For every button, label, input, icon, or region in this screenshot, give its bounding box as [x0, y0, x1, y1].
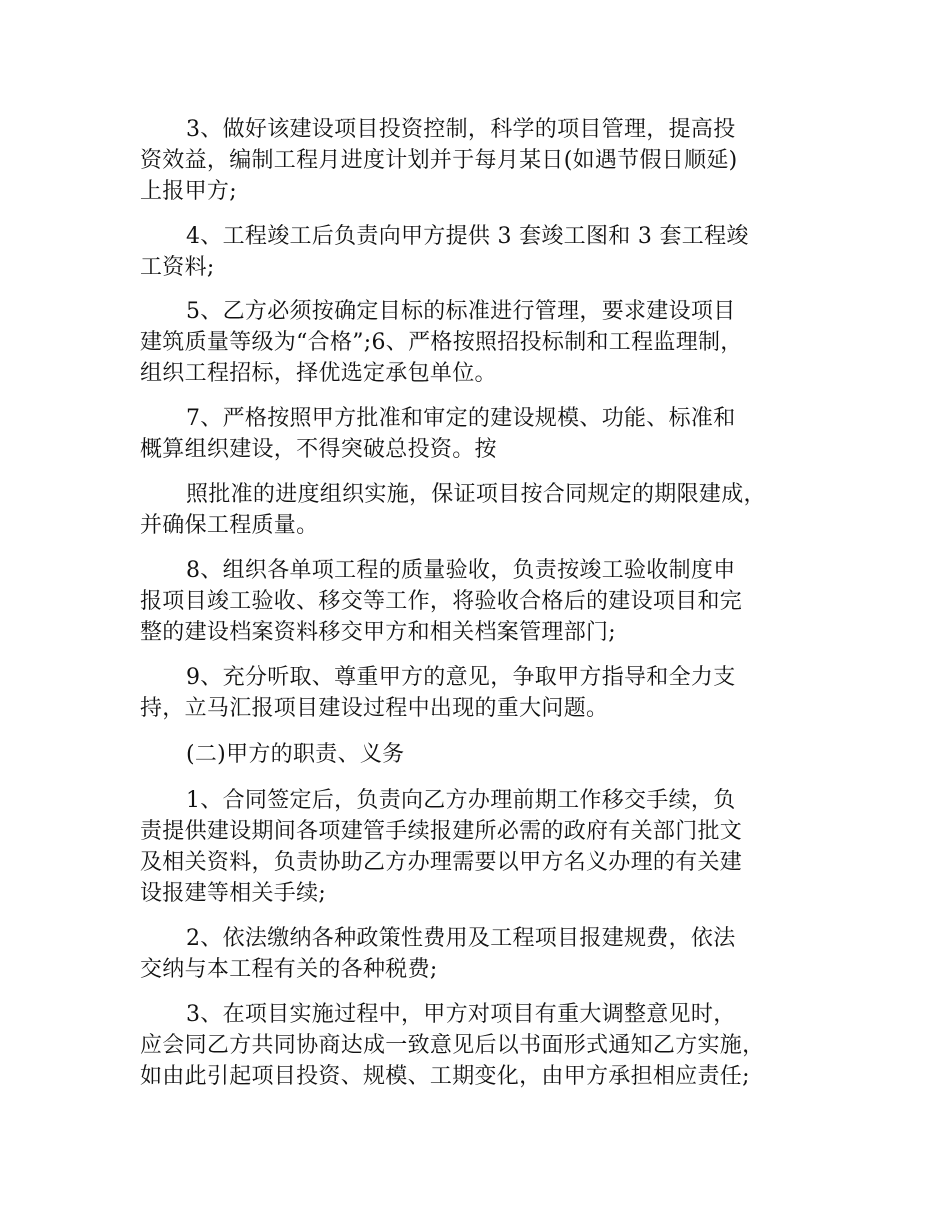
paragraph-line: 7、严格按照甲方批准和审定的建设规模、功能、标准和 [186, 406, 736, 431]
paragraph-line: 组织工程招标，择优选定承包单位。 [140, 361, 497, 386]
paragraph-line: 工资料; [140, 255, 215, 280]
paragraph-line: 照批准的进度组织实施，保证项目按合同规定的期限建成， [186, 482, 766, 507]
paragraph-line: 3、做好该建设项目投资控制，科学的项目管理，提高投 [186, 117, 736, 142]
paragraph-line: 概算组织建设，不得突破总投资。按 [140, 437, 497, 462]
paragraph-line: 并确保工程质量。 [140, 513, 319, 538]
paragraph-line: 交纳与本工程有关的各种税费; [140, 957, 438, 982]
paragraph-line: 设报建等相关手续; [140, 881, 327, 906]
paragraph-line: 持，立马汇报项目建设过程中出现的重大问题。 [140, 696, 609, 721]
paragraph-line: 上报甲方; [140, 179, 237, 204]
paragraph-line: 3、在项目实施过程中，甲方对项目有重大调整意见时， [186, 1002, 736, 1027]
paragraph-line: 责提供建设期间各项建管手续报建所必需的政府有关部门批文 [140, 819, 743, 844]
paragraph-line: 1、合同签定后，负责向乙方办理前期工作移交手续，负 [186, 788, 736, 813]
paragraph-line: 2、依法缴纳各种政策性费用及工程项目报建规费，依法 [186, 926, 736, 951]
paragraph-line: 如由此引起项目投资、规模、工期变化，由甲方承担相应责任; [140, 1064, 750, 1089]
paragraph-line: 整的建设档案资料移交甲方和相关档案管理部门; [140, 620, 617, 645]
paragraph-line: 应会同乙方共同协商达成一致意见后以书面形式通知乙方实施， [140, 1033, 765, 1058]
paragraph-line: 资效益，编制工程月进度计划并于每月某日(如遇节假日顺延) [140, 148, 738, 173]
paragraph-line: 4、工程竣工后负责向甲方提供 3 套竣工图和 3 套工程竣 [186, 224, 749, 249]
paragraph-line: 建筑质量等级为“合格”;6、严格按照招投标制和工程监理制， [140, 330, 743, 355]
paragraph-line: 8、组织各单项工程的质量验收，负责按竣工验收制度申 [186, 558, 736, 583]
paragraph-line: 及相关资料，负责协助乙方办理需要以甲方名义办理的有关建 [140, 850, 743, 875]
paragraph-line: 报项目竣工验收、移交等工作，将验收合格后的建设项目和完 [140, 589, 743, 614]
paragraph-line: 5、乙方必须按确定目标的标准进行管理，要求建设项目 [186, 299, 736, 324]
paragraph-line: 9、充分听取、尊重甲方的意见，争取甲方指导和全力支 [186, 665, 736, 690]
section-heading: (二)甲方的职责、义务 [186, 742, 405, 767]
